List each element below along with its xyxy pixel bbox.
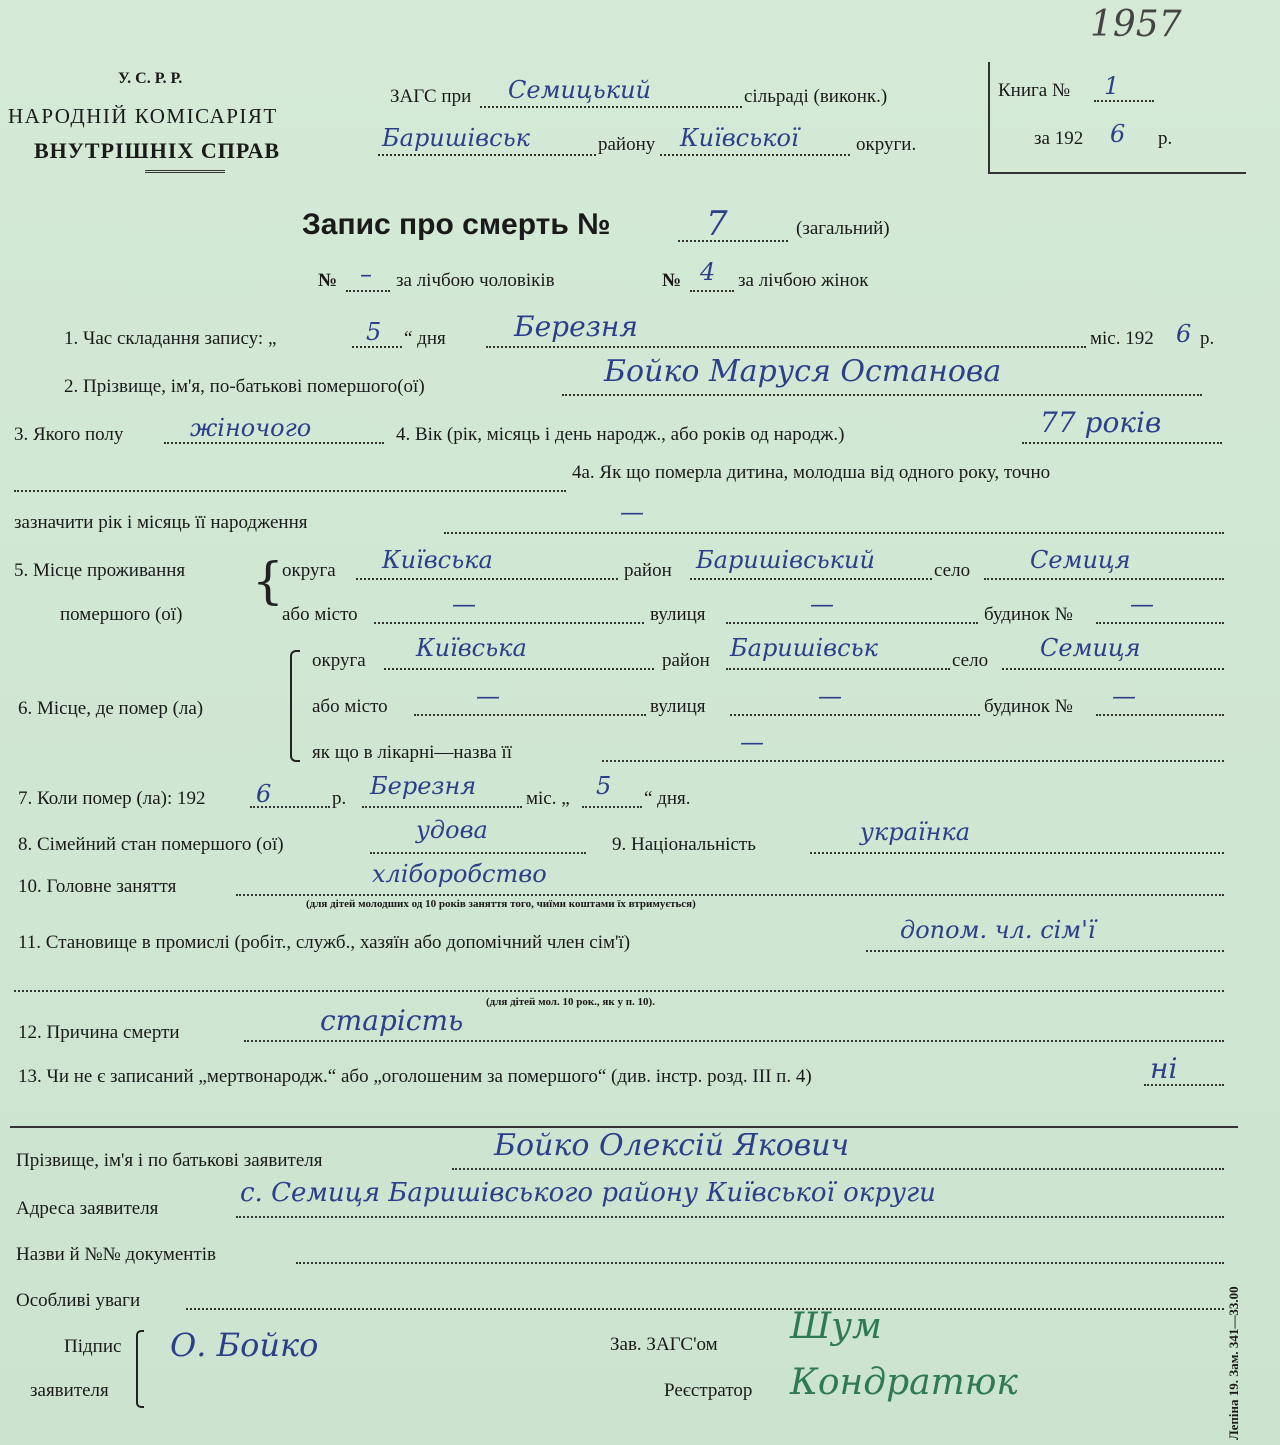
f4a-value: — <box>620 498 644 526</box>
women-value: 4 <box>700 258 716 286</box>
f7-day-line <box>582 806 642 808</box>
f1-year-digit: 6 <box>1176 320 1192 348</box>
f8-value: удова <box>416 816 488 844</box>
header-dept: ВНУТРІШНІХ СПРАВ <box>34 138 281 163</box>
f6-bud-value: — <box>1112 682 1136 710</box>
f5-rayon-line <box>690 578 932 580</box>
f6-label: 6. Місце, де помер (ла) <box>18 698 204 719</box>
f1-month: Березня <box>514 310 638 343</box>
f6-brace <box>290 650 300 762</box>
f11-note: (для дітей мол. 10 рок., як у п. 10). <box>486 996 655 1008</box>
f1-year-label: міс. 192 <box>1090 328 1154 349</box>
page-title: Запис про смерть № <box>302 208 611 241</box>
book-year-label: за 192 <box>1034 128 1084 149</box>
zags-line <box>480 106 742 108</box>
declarant-name-line <box>452 1168 1224 1170</box>
f5-okruha-value: Київська <box>382 546 493 574</box>
f9-label: 9. Національність <box>612 834 756 855</box>
f8-line <box>370 852 586 854</box>
f5-okruha-line <box>356 578 618 580</box>
f11-line-2 <box>14 990 1224 992</box>
f1-month-line <box>486 346 1086 348</box>
f7-label: 7. Коли помер (ла): 192 <box>18 788 206 809</box>
f6-misto-label: або місто <box>312 696 388 717</box>
f5-rayon-value: Баришівський <box>696 546 875 574</box>
f7-month-line <box>362 806 522 808</box>
f5-label-2: помершого (ої) <box>60 604 183 625</box>
f5-misto-line <box>374 622 644 624</box>
f7-day: 5 <box>596 772 612 800</box>
f6-vul-line <box>730 714 980 716</box>
book-year-digit: 6 <box>1110 120 1126 148</box>
f6-bud-label: будинок № <box>984 696 1073 717</box>
declarant-name-label: Прізвище, ім'я і по батькові заявителя <box>16 1150 323 1171</box>
f6-bud-line <box>1096 714 1224 716</box>
men-value: – <box>360 260 372 288</box>
f4-line <box>1022 442 1222 444</box>
declarant-notes-line <box>186 1308 1224 1310</box>
f9-value: українка <box>860 818 971 846</box>
f5-vul-value: — <box>810 590 834 618</box>
header-rule <box>145 170 225 173</box>
f6-rayon-line <box>726 668 950 670</box>
book-label: Книга № <box>998 80 1071 101</box>
f3-value: жіночого <box>190 414 312 442</box>
f5-vul-label: вулиця <box>650 604 706 625</box>
reg-signature: Кондратюк <box>790 1362 1018 1403</box>
declarant-signature: О. Бойко <box>170 1326 319 1364</box>
f4a-label2: зазначити рік і місяць її народження <box>14 512 308 533</box>
men-line <box>346 290 390 292</box>
f3-label: 3. Якого полу <box>14 424 124 445</box>
f5-bud-label: будинок № <box>984 604 1073 625</box>
f2-value: Бойко Маруся Останова <box>604 354 1002 389</box>
f5-bud-line <box>1096 622 1224 624</box>
f5-misto-label: або місто <box>282 604 358 625</box>
f6-selo-label: село <box>952 650 989 671</box>
f6-likarnia-line <box>602 760 1224 762</box>
f6-rayon-value: Баришівськ <box>730 634 878 662</box>
f7-year-digit: 6 <box>256 780 272 808</box>
f6-selo-line <box>1002 668 1224 670</box>
women-no: № <box>662 270 682 291</box>
f1-mid: “ дня <box>404 328 446 349</box>
f5-misto-value: — <box>452 590 476 618</box>
f6-okruha-value: Київська <box>416 634 527 662</box>
f2-label: 2. Прізвище, ім'я, по-батькові помершого(ої) <box>64 376 425 397</box>
declarant-addr-value: с. Семиця Баришівського району Київської округи <box>240 1178 936 1208</box>
f9-line <box>810 852 1224 854</box>
rayon-line <box>378 154 596 156</box>
corner-year: 1957 <box>1090 4 1182 45</box>
f1-label: 1. Час складання запису: „ <box>64 328 277 349</box>
f6-vul-value: — <box>818 682 842 710</box>
f12-line <box>244 1040 1224 1042</box>
title-number-line <box>678 240 788 242</box>
declarant-addr-line <box>236 1216 1224 1218</box>
f6-likarnia-value: — <box>740 728 764 756</box>
f13-label: 13. Чи не є записаний „мертвонародж.“ або „оголошеним за помершого“ (див. інстр. розд. III п. 4) <box>18 1066 812 1087</box>
declarant-docs-label: Назви й №№ документів <box>16 1244 217 1265</box>
f2-line <box>562 394 1202 396</box>
f1-year-suffix: р. <box>1200 328 1215 349</box>
f10-note: (для дітей молодших од 10 років заняття того, чиїми коштами їх втримується) <box>306 898 696 910</box>
declarant-addr-label: Адреса заявителя <box>16 1198 159 1219</box>
f4a-label: 4а. Як що померла дитина, молодша від одного року, точно <box>572 462 1051 483</box>
f5-label-1: 5. Місце проживання <box>14 560 186 581</box>
book-line <box>1094 100 1154 102</box>
header-commissariat: НАРОДНІЙ КОМІСАРІЯТ <box>8 104 278 128</box>
title-suffix: (загальний) <box>796 218 890 239</box>
f5-selo-line <box>984 578 1224 580</box>
f5-vul-line <box>726 622 978 624</box>
f6-misto-line <box>414 714 646 716</box>
f10-line <box>236 894 1224 896</box>
sign-label-1: Підпис <box>64 1336 122 1357</box>
f6-misto-value: — <box>476 682 500 710</box>
f7-dnia: “ дня. <box>644 788 691 809</box>
declarant-docs-line <box>296 1262 1224 1264</box>
f4-label: 4. Вік (рік, місяць і день народж., або років од народж.) <box>396 424 845 445</box>
f10-value: хліборобство <box>372 860 547 888</box>
reg-label: Реєстратор <box>664 1380 753 1401</box>
declarant-notes-label: Особливі уваги <box>16 1290 141 1311</box>
men-label: за лічбою чоловіків <box>396 270 555 291</box>
men-no: № <box>318 270 338 291</box>
f6-vul-label: вулиця <box>650 696 706 717</box>
f4a-line-top <box>14 490 566 492</box>
f4-value: 77 років <box>1040 406 1162 439</box>
f11-label: 11. Становище в промислі (робіт., служб., хазяїн або допомічний член сім'ї) <box>18 932 631 953</box>
f3-line <box>164 442 384 444</box>
sign-label-2: заявителя <box>30 1380 109 1401</box>
zav-label: Зав. ЗАГС'ом <box>610 1334 718 1355</box>
zags-label: ЗАГС при <box>390 86 472 107</box>
f11-line <box>866 950 1224 952</box>
f13-value: ні <box>1150 1052 1178 1085</box>
f5-rayon-label: район <box>624 560 672 581</box>
f12-value: старість <box>320 1004 464 1037</box>
f7-mis: міс. „ <box>526 788 570 809</box>
f8-label: 8. Сімейний стан помершого (ої) <box>18 834 284 855</box>
f10-label: 10. Головне заняття <box>18 876 177 897</box>
title-number: 7 <box>706 204 728 244</box>
f6-selo-value: Семиця <box>1040 634 1141 662</box>
declarant-name-value: Бойко Олексій Якович <box>494 1128 850 1163</box>
rayon-label: району <box>598 134 656 155</box>
sign-bracket <box>136 1330 144 1408</box>
women-line <box>690 290 734 292</box>
f6-rayon-label: район <box>662 650 710 671</box>
f7-r: р. <box>332 788 347 809</box>
f5-bud-value: — <box>1130 590 1154 618</box>
f6-likarnia-label: як що в лікарні—назва її <box>312 742 512 763</box>
women-label: за лічбою жінок <box>738 270 869 291</box>
f5-brace: { <box>252 552 284 610</box>
f5-okruha-label: округа <box>282 560 336 581</box>
f6-okruha-line <box>384 668 654 670</box>
f1-day-line <box>352 346 402 348</box>
f5-selo-label: село <box>934 560 971 581</box>
f4a-line <box>444 532 1224 534</box>
f11-value: допом. чл. сім'ї <box>900 916 1096 944</box>
zav-signature: Шум <box>790 1306 882 1347</box>
f6-okruha-label: округа <box>312 650 366 671</box>
f12-label: 12. Причина смерти <box>18 1022 180 1043</box>
book-value: 1 <box>1104 72 1120 100</box>
margin-print-info: Лепіна 19. Зам. 341—33.00 <box>1226 1286 1241 1440</box>
okruha-value: Київської <box>680 124 799 152</box>
f5-selo-value: Семиця <box>1030 546 1131 574</box>
okruha-line <box>660 154 850 156</box>
zags-value: Семицький <box>508 76 651 104</box>
f7-month: Березня <box>370 772 477 800</box>
header-ussr: У. С. Р. Р. <box>118 70 183 87</box>
book-year-suffix: р. <box>1158 128 1173 149</box>
rayon-value: Баришівськ <box>382 124 530 152</box>
okruha-label: округи. <box>856 134 917 155</box>
zags-suffix: сільраді (виконк.) <box>744 86 888 107</box>
f1-day: 5 <box>366 318 382 346</box>
